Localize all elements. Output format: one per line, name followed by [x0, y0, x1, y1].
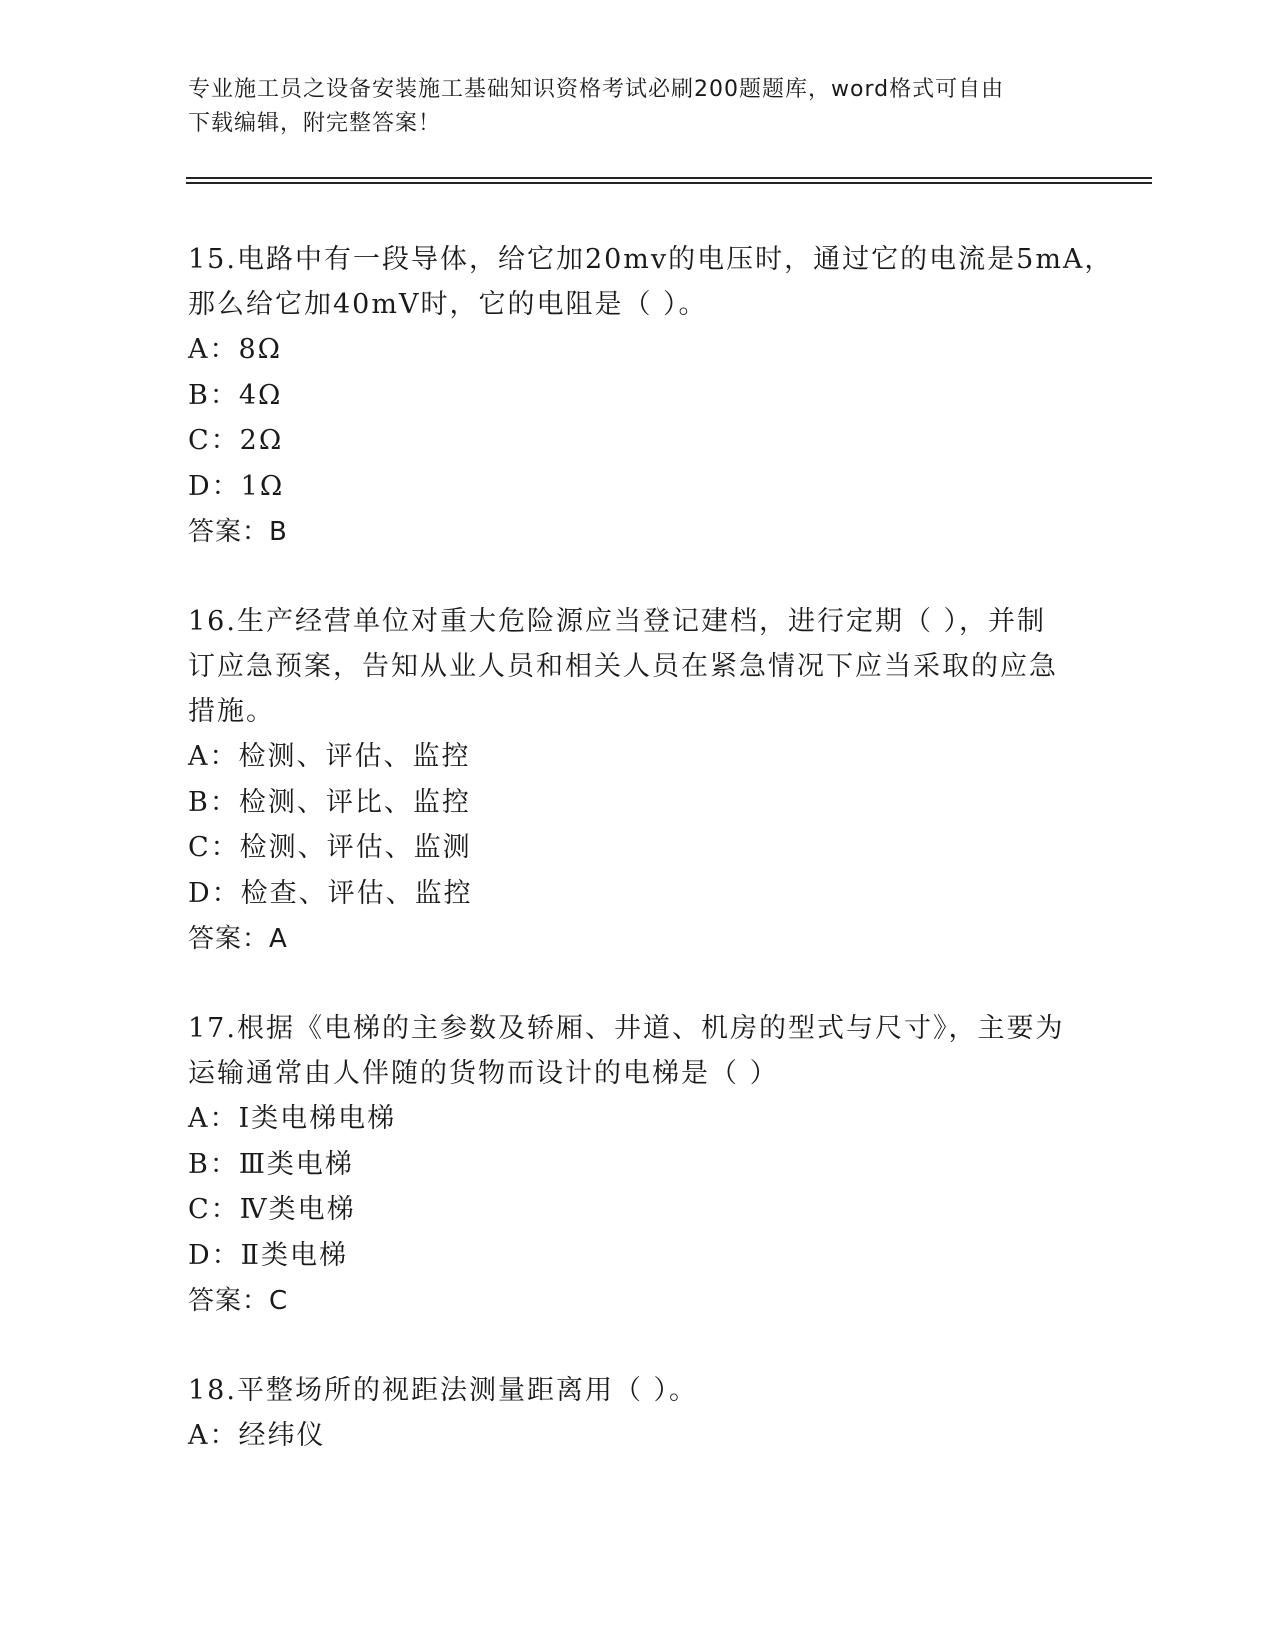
question-stem: [188, 599, 1088, 734]
question-stem: [188, 237, 1114, 327]
answer: 答案：C: [188, 1286, 289, 1316]
stem-line: 17.根据《电梯的主参数及轿厢、井道、机房的型式与尺寸》，主要为: [188, 1013, 1065, 1044]
question-17: [188, 1006, 1088, 1324]
header-divider-top: [186, 177, 1152, 179]
header-divider-bottom: [186, 182, 1152, 184]
stem-line: 那么给它加40mV时，它的电阻是（ ）。: [188, 289, 708, 320]
option-a: A：经纬仪: [188, 1420, 326, 1451]
question-18: [188, 1368, 1088, 1459]
option-d: D：检查、评估、监控: [188, 877, 473, 909]
option-b: B：4Ω: [188, 379, 283, 411]
question-stem: [188, 1368, 1088, 1413]
option-c: C：Ⅳ类电梯: [188, 1194, 356, 1225]
answer: 答案：B: [188, 517, 288, 547]
stem-line: 订应急预案，告知从业人员和相关人员在紧急情况下应当采取的应急: [188, 651, 1058, 682]
option-c: C：检测、评估、监测: [188, 832, 472, 863]
stem-line: 16.生产经营单位对重大危险源应当登记建档，进行定期（ ），并制: [188, 606, 1047, 637]
option-b: B：Ⅲ类电梯: [188, 1148, 354, 1180]
stem-line: 运输通常由人伴随的货物而设计的电梯是（ ）: [188, 1058, 779, 1089]
header-line-2: 下载编辑，附完整答案！: [188, 111, 442, 136]
option-a: A：8Ω: [188, 334, 283, 365]
question-16: [188, 599, 1088, 962]
question-list: [188, 237, 1114, 1503]
option-c: C：2Ω: [188, 425, 284, 456]
stem-line: 15.电路中有一段导体，给它加20mv的电压时，通过它的电流是5mA，: [188, 244, 1114, 275]
stem-line: 18.平整场所的视距法测量距离用（ ）。: [188, 1375, 699, 1406]
question-stem: [188, 1006, 1088, 1096]
answer: 答案：A: [188, 924, 288, 954]
option-b: B：检测、评比、监控: [188, 786, 471, 818]
option-d: D：1Ω: [188, 470, 285, 502]
option-d: D：Ⅱ类电梯: [188, 1239, 348, 1271]
document-header: [188, 73, 1088, 141]
option-a: A：检测、评估、监控: [188, 741, 471, 772]
header-line-1: 专业施工员之设备安装施工基础知识资格考试必刷200题题库，word格式可自由: [188, 77, 1005, 102]
option-a: A：Ⅰ类电梯电梯: [188, 1103, 397, 1134]
question-15: [188, 237, 1114, 555]
stem-line: 措施。: [188, 696, 275, 727]
